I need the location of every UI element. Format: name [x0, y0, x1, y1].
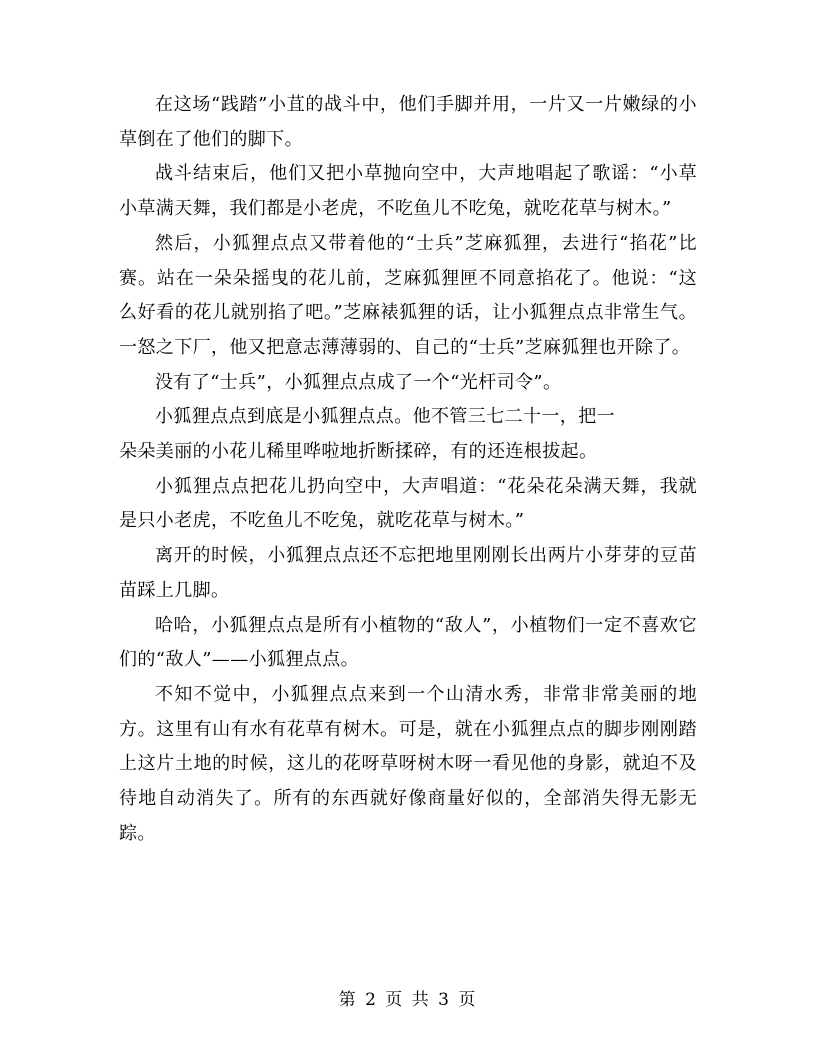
paragraph-5: 小狐狸点点到底是小狐狸点点。他不管三七二十一，把一 — [155, 406, 615, 428]
paragraph-8: 离开的时候，小狐狸点点还不忘把地里刚刚长出两片小芽芽的豆苗苗踩上几脚。 — [119, 545, 697, 601]
paragraph-1: 在这场“践踏”小苴的战斗中，他们手脚并用，一片又一片嫩绿的小草倒在了他们的脚下。 — [119, 94, 697, 150]
paragraph-10: 不知不觉中，小狐狸点点来到一个山清水秀，非常非常美丽的地方。这里有山有水有花草有树木。可是，就在小狐狸点点的脚步刚刚踏上这片土地的时候，这儿的花呀草呀树木呀一看见他的身影，就迫不及待地自动消失了。所有的东西就好像商量好似的，全部消失得无影无踪。 — [119, 683, 697, 844]
page-footer: 第 2 页 共 3 页 — [338, 990, 478, 1010]
paragraph-3: 然后，小狐狸点点又带着他的“士兵”芝麻狐狸，去进行“掐花”比赛。站在一朵朵摇曳的花儿前，芝麻狐狸匣不同意掐花了。他说：“这么好看的花儿就别掐了吧。”芝麻裱狐狸的话，让小狐狸点点非常生气。一怒之下厂，他又把意志薄薄弱的、自己的“士兵”芝麻狐狸也开除了。 — [119, 232, 697, 358]
paragraph-9: 哈哈，小狐狸点点是所有小植物的“敌人”，小植物们一定不喜欢它们的“敌人”——小狐狸点点。 — [119, 614, 697, 671]
paragraph-6: 朵朵美丽的小花儿稀里哗啦地折断揉碎，有的还连根拔起。 — [119, 441, 598, 463]
paragraph-2: 战斗结束后，他们又把小草抛向空中，大声地唱起了歌谣：“小草小草满天舞，我们都是小老虎，不吃鱼儿不吃兔，就吃花草与树木。” — [119, 163, 697, 220]
paragraph-4: 没有了“士兵”，小狐狸点点成了一个“光杆司令”。 — [155, 371, 562, 393]
body-text — [119, 88, 697, 851]
paragraph-7: 小狐狸点点把花儿扔向空中，大声唱道：“花朵花朵满天舞，我就是只小老虎，不吃鱼儿不吃兔，就吃花草与树木。” — [119, 475, 697, 532]
